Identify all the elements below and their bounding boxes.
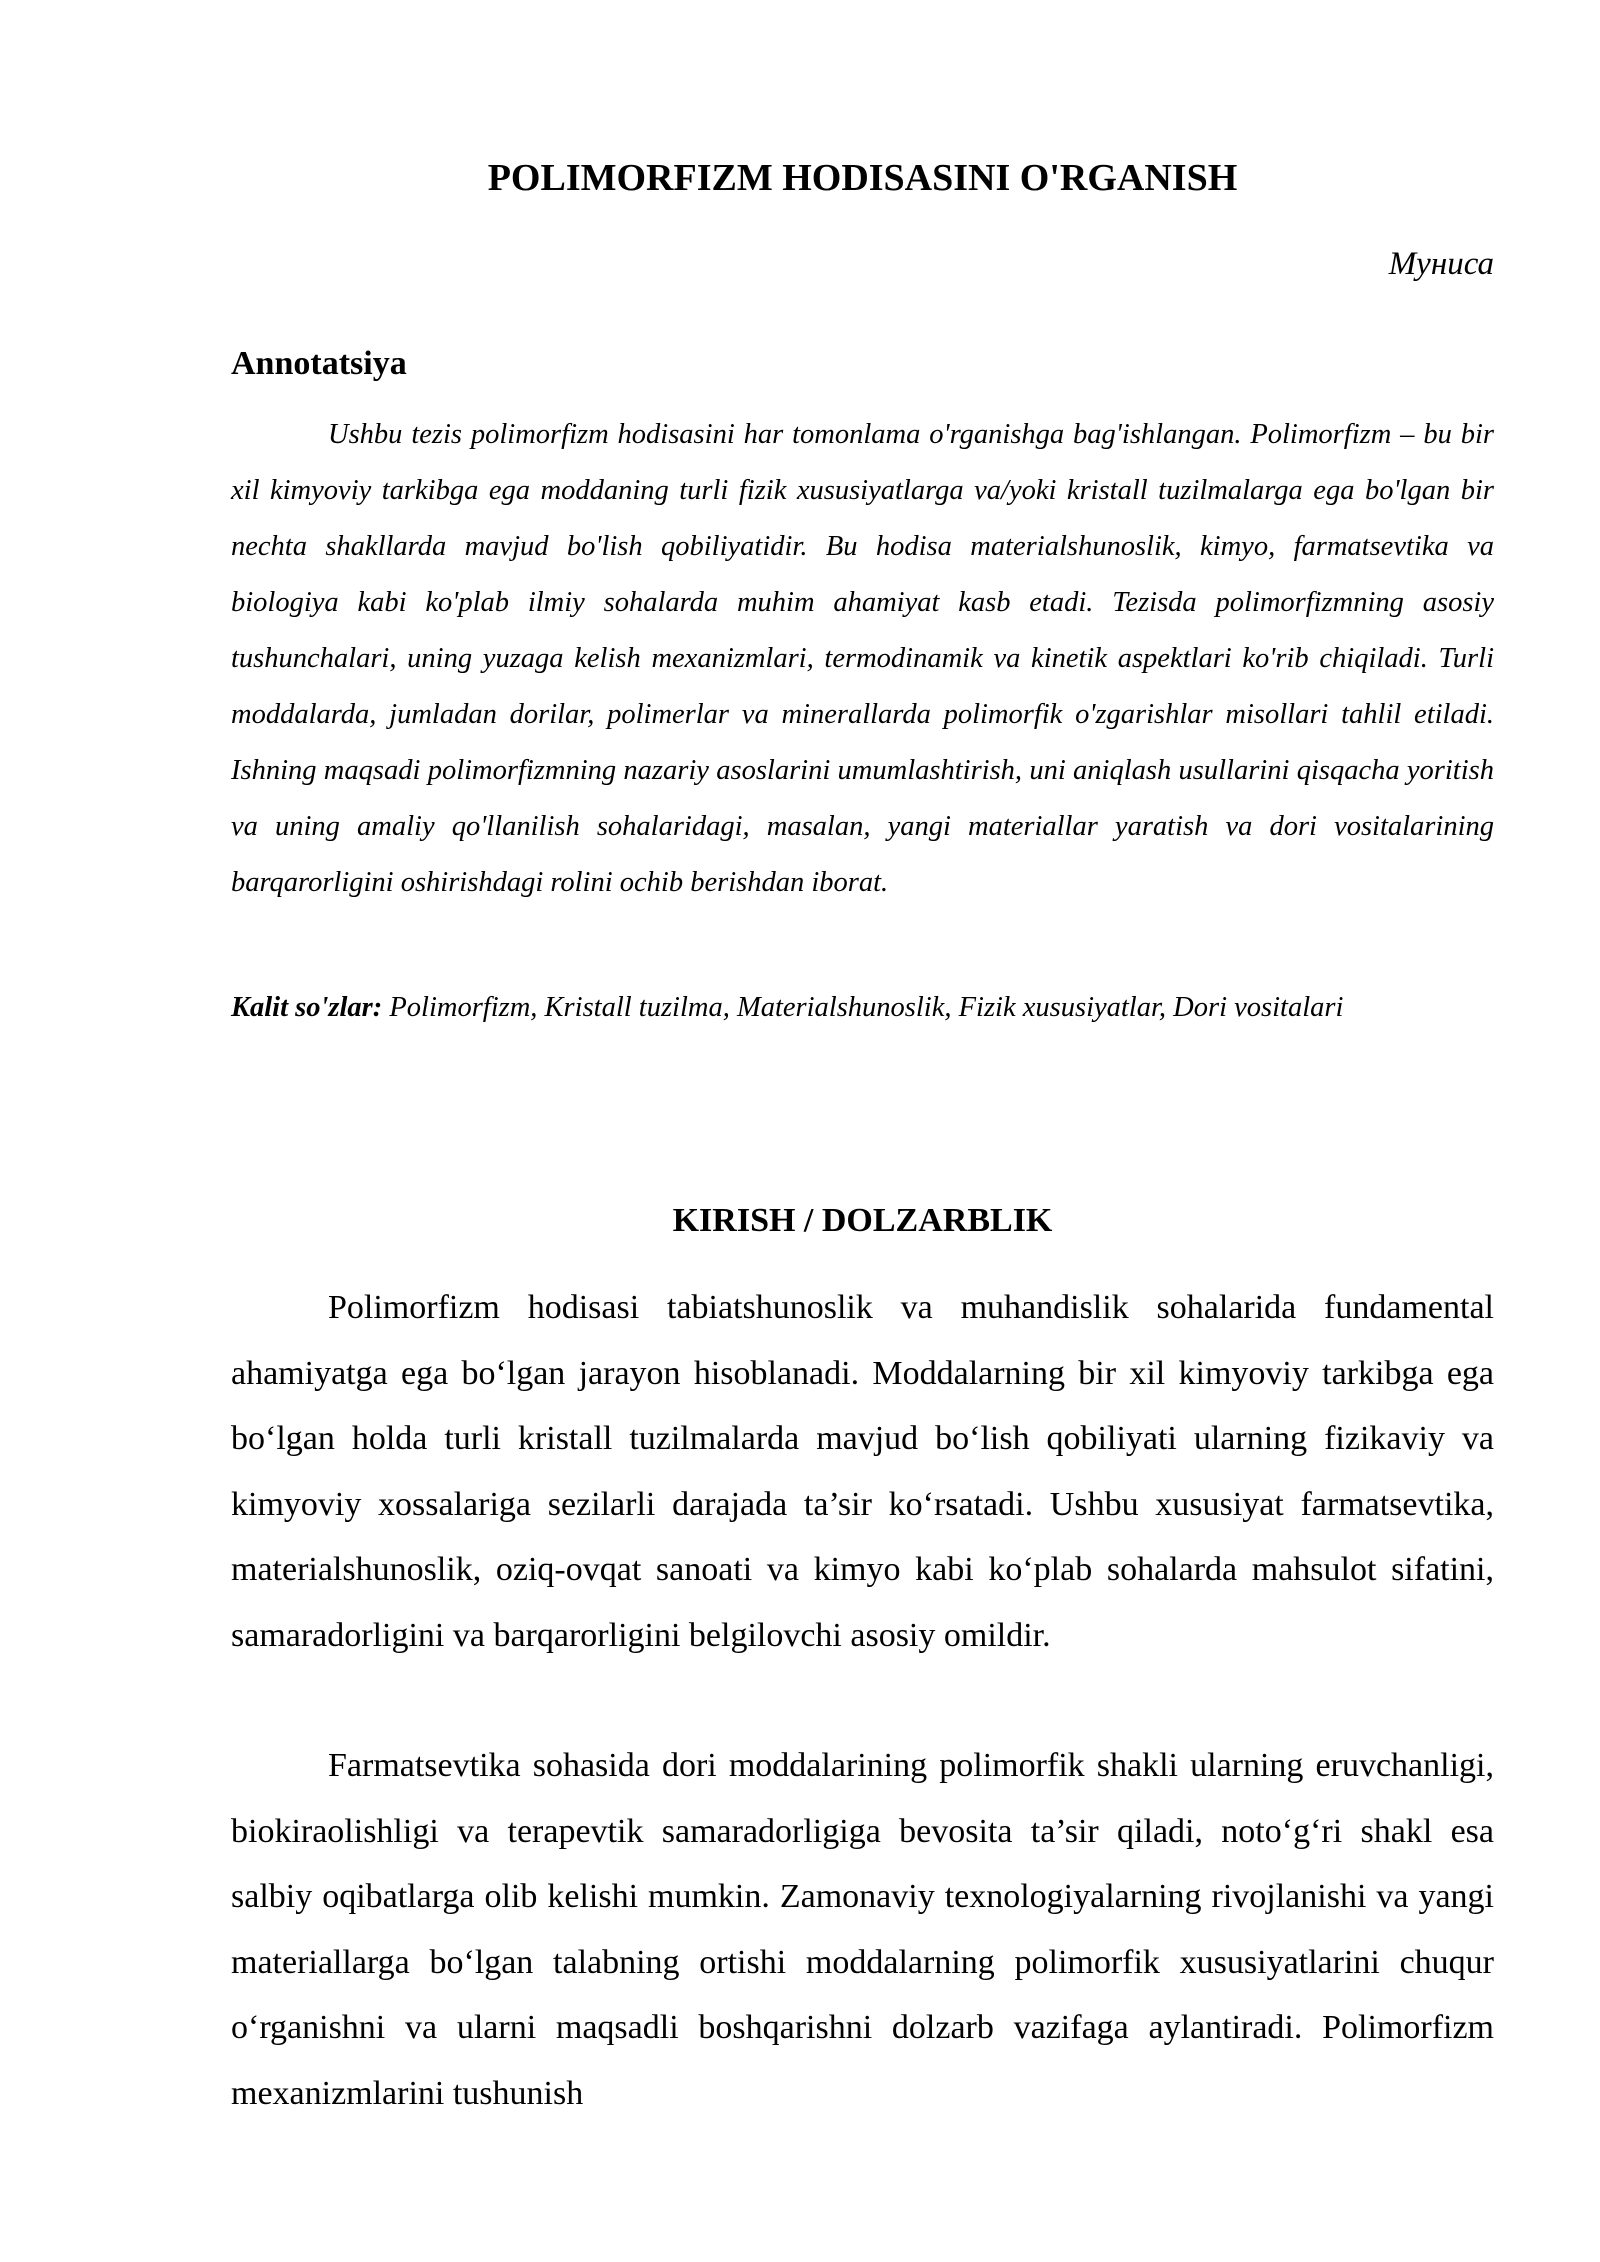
- keywords-text: Polimorfizm, Kristall tuzilma, Materialshunoslik, Fizik xususiyatlar, Dori vositalari: [382, 992, 1344, 1023]
- body-paragraph: Polimorfizm hodisasi tabiatshunoslik va muhandislik sohalarida fundamental ahamiyatga ega bo‘lgan jarayon hisoblanadi. Moddalarning bir xil kimyoviy tarkibga ega bo‘lgan holda turli kristall tuzilmalarda mavjud bo‘lish qobiliyati ularning fizikaviy va kimyoviy xossalariga sezilarli darajada ta’sir ko‘rsatadi. Ushbu xususiyat farmatsevtika, materialshunoslik, oziq-ovqat sanoati va kimyo kabi ko‘plab sohalarda mahsulot sifatini, samaradorligini va barqarorligini belgilovchi asosiy omildir.: [231, 1289, 1494, 1654]
- body-paragraph: Farmatsevtika sohasida dori moddalarining polimorfik shakli ularning eruvchanligi, biokiraolishligi va terapevtik samaradorligiga bevosita ta’sir qiladi, noto‘g‘ri shakl esa salbiy oqibatlarga olib kelishi mumkin. Zamonaviy texnologiyalarning rivojlanishi va yangi materiallarga bo‘lgan talabning ortishi moddalarning polimorfik xususiyatlarini chuqur o‘rganishni va ularni maqsadli boshqarishni dolzarb vazifaga aylantiradi. Polimorfizm mexanizmlarini tushunish: [231, 1747, 1494, 2112]
- keywords-paragraph: [231, 980, 1494, 1036]
- annotation-heading: Annotatsiya: [231, 345, 407, 382]
- keywords-label: Kalit so'zlar:: [231, 992, 383, 1023]
- section-heading: KIRISH / DOLZARBLIK: [672, 1202, 1053, 1239]
- document-title: POLIMORFIZM HODISASINI O'RGANISH: [487, 157, 1238, 199]
- author-name: Муниса: [1388, 246, 1494, 282]
- annotation-text: Ushbu tezis polimorfizm hodisasini har tomonlama o'rganishga bag'ishlangan. Polimorfizm – bu bir xil kimyoviy tarkibga ega moddaning turli fizik xususiyatlarga va/yoki kristall tuzilmalarga ega bo'lgan bir nechta shakllarda mavjud bo'lish qobiliyatidir. Bu hodisa materialshunoslik, kimyo, farmatsevtika va biologiya kabi ko'plab ilmiy sohalarda muhim ahamiyat kasb etadi. Tezisda polimorfizmning asosiy tushunchalari, uning yuzaga kelish mexanizmlari, termodinamik va kinetik aspektlari ko'rib chiqiladi. Turli moddalarda, jumladan dorilar, polimerlar va minerallarda polimorfik o'zgarishlar misollari tahlil etiladi. Ishning maqsadi polimorfizmning nazariy asoslarini umumlashtirish, uni aniqlash usullarini qisqacha yoritish va uning amaliy qo'llanilish sohalaridagi, masalan, yangi materiallar yaratish va dori vositalarining barqarorligini oshirishdagi rolini ochib berishdan iborat.: [231, 419, 1494, 898]
